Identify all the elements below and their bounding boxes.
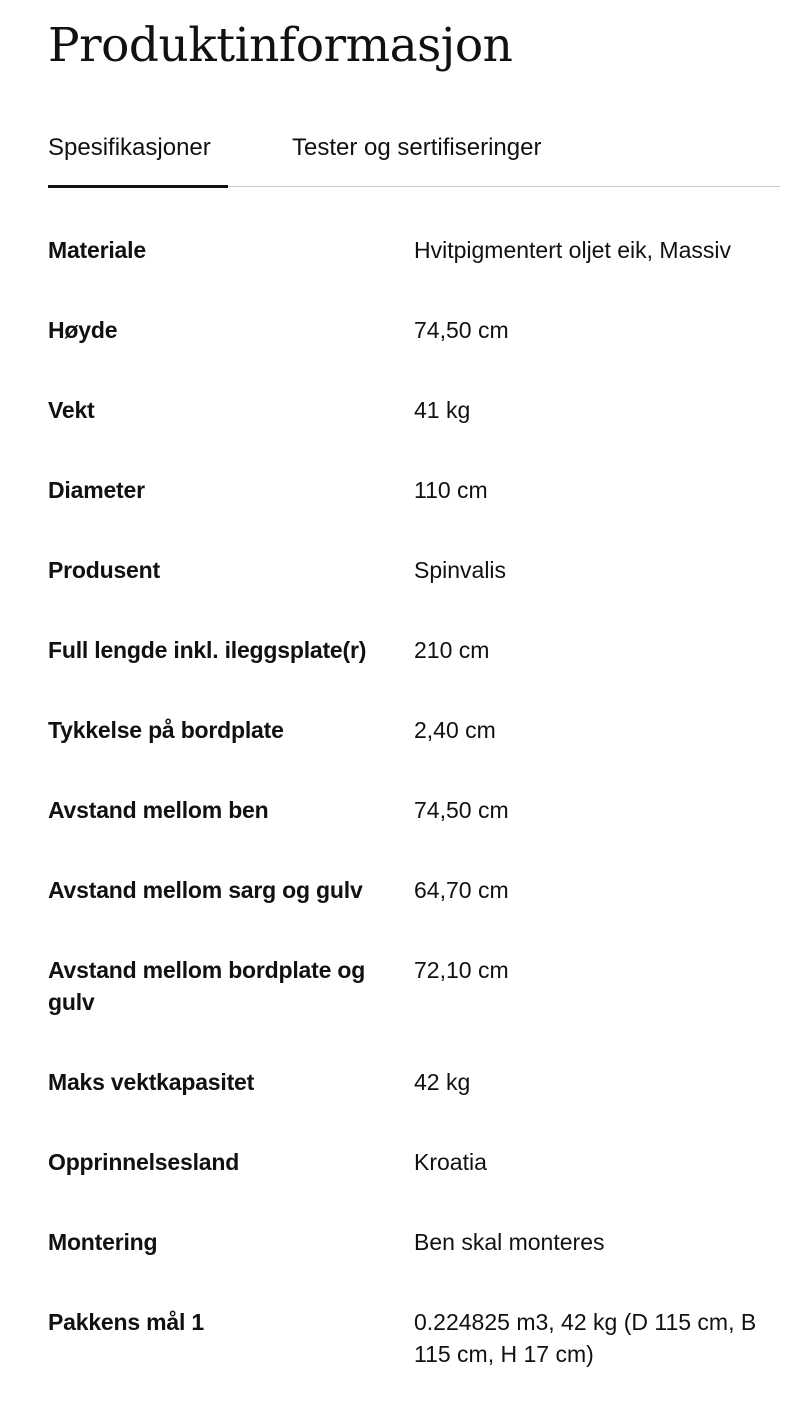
spec-value: Spinvalis: [414, 557, 507, 583]
spec-value: Hvitpigmentert oljet eik, Massiv: [414, 237, 731, 263]
spec-label: Opprinnelsesland: [48, 1149, 240, 1175]
spec-label: Produsent: [48, 557, 160, 583]
spec-label: Avstand mellom bordplate og gulv: [48, 957, 366, 1015]
spec-value: 110 cm: [414, 477, 488, 503]
spec-row-apron-floor-distance: [48, 874, 780, 954]
spec-value: 0.224825 m3, 42 kg (D 115 cm, B 115 cm, H 17 cm): [414, 1309, 757, 1367]
spec-row-leg-distance: [48, 794, 780, 874]
spec-value: Ben skal monteres: [414, 1229, 605, 1255]
spec-value: 64,70 cm: [414, 877, 509, 903]
spec-value: 2,40 cm: [414, 717, 496, 743]
spec-row-package-dimensions: [48, 1306, 780, 1418]
spec-label: Diameter: [48, 477, 145, 503]
spec-row-tabletop-floor-distance: [48, 954, 780, 1066]
spec-row-diameter: [48, 474, 780, 554]
spec-value: 210 cm: [414, 637, 490, 663]
active-tab-indicator: [48, 185, 228, 188]
spec-value: Kroatia: [414, 1149, 487, 1175]
specifications-list: [48, 234, 780, 1418]
spec-row-material: [48, 234, 780, 314]
spec-row-manufacturer: [48, 554, 780, 634]
spec-row-full-length: [48, 634, 780, 714]
spec-label: Høyde: [48, 317, 118, 343]
tab-tests-and-certifications[interactable]: Tester og sertifiseringer: [292, 134, 542, 161]
spec-row-assembly: [48, 1226, 780, 1306]
tab-specifications[interactable]: Spesifikasjoner: [48, 134, 211, 161]
page-title: Produktinformasjon: [48, 18, 513, 73]
spec-row-height: [48, 314, 780, 394]
tab-bar: [48, 120, 780, 188]
spec-value: 74,50 cm: [414, 317, 509, 343]
spec-value: 41 kg: [414, 397, 471, 423]
spec-row-tabletop-thickness: [48, 714, 780, 794]
spec-label: Maks vektkapasitet: [48, 1069, 255, 1095]
spec-row-country-of-origin: [48, 1146, 780, 1226]
spec-label: Materiale: [48, 237, 146, 263]
spec-label: Montering: [48, 1229, 158, 1255]
spec-label: Vekt: [48, 397, 95, 423]
spec-label: Avstand mellom ben: [48, 797, 269, 823]
spec-label: Pakkens mål 1: [48, 1309, 204, 1335]
spec-label: Full lengde inkl. ileggsplate(r): [48, 637, 367, 663]
spec-row-max-weight-capacity: [48, 1066, 780, 1146]
spec-value: 42 kg: [414, 1069, 471, 1095]
spec-label: Tykkelse på bordplate: [48, 717, 284, 743]
spec-value: 74,50 cm: [414, 797, 509, 823]
spec-row-weight: [48, 394, 780, 474]
spec-value: 72,10 cm: [414, 957, 509, 983]
spec-label: Avstand mellom sarg og gulv: [48, 877, 363, 903]
